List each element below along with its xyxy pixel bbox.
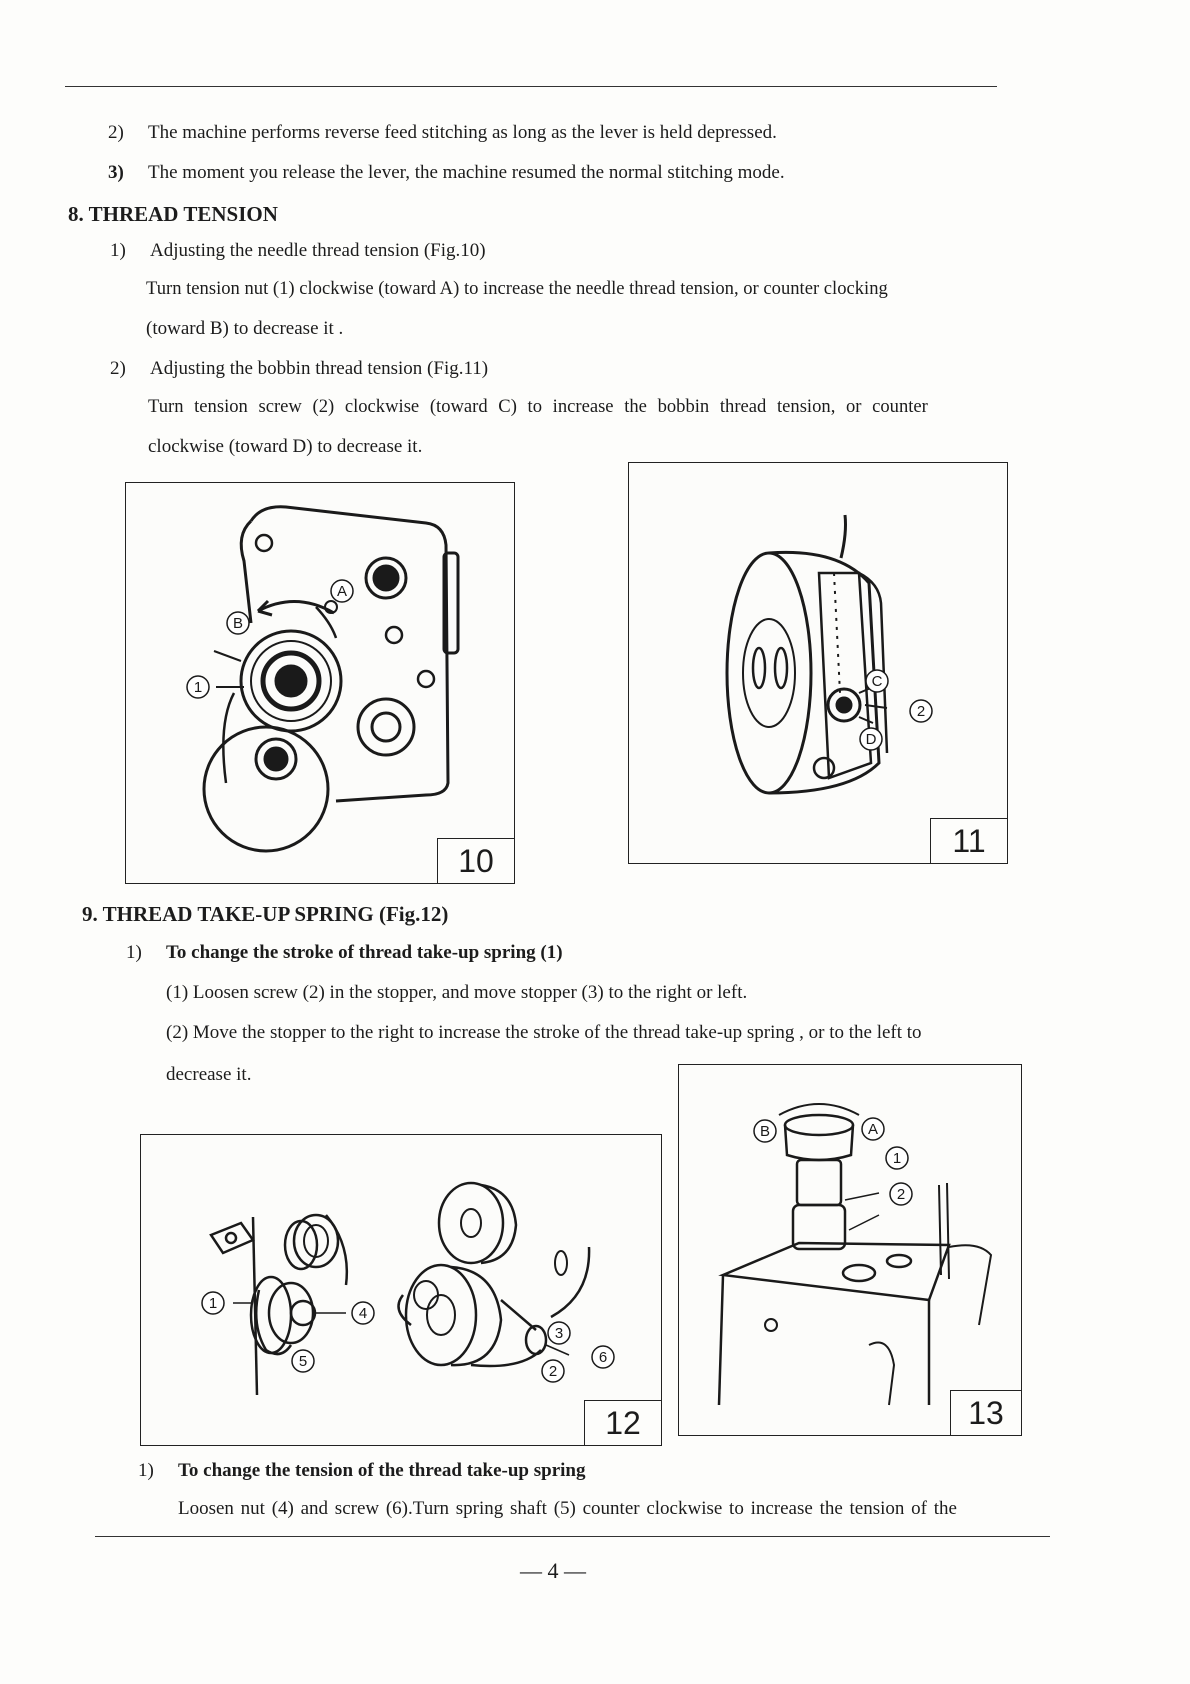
figure-13 [678,1064,1022,1436]
sec9-item2-title [138,1460,586,1482]
page-number: — 4 — [520,1558,586,1583]
callout-2: 2 [896,1186,906,1203]
sec8-item2-line2: clockwise (toward D) to decrease it. [148,436,423,457]
callout-3: 3 [554,1325,564,1342]
callout-1: 1 [208,1295,218,1312]
sec9-step1: (1) Loosen screw (2) in the stopper, and move stopper (3) to the right or left. [166,982,748,1003]
figure-10 [125,482,515,884]
sec9-item2-line1: Loosen nut (4) and screw (6).Turn spring shaft (5) counter clockwise to increase the tension of the [178,1498,957,1519]
list-text: Adjusting the bobbin thread tension (Fig.11) [150,358,489,379]
list-text: To change the stroke of thread take-up spring (1) [166,942,563,963]
callout-2: 2 [548,1363,558,1380]
callout-b: B [232,615,244,632]
section-9-title: 9. THREAD TAKE-UP SPRING (Fig.12) [82,902,449,926]
callout-a: A [336,583,348,600]
list-number: 2) [110,358,126,379]
sec9-step2-line2: decrease it. [166,1064,252,1085]
figure-11 [628,462,1008,864]
sec9-step2-line1: (2) Move the stopper to the right to increase the stroke of the thread take-up spring , or to the left to [166,1022,922,1043]
callout-a: A [867,1121,879,1138]
list-item-3 [108,162,785,184]
sec8-item2-line1: Turn tension screw (2) clockwise (toward C) to increase the bobbin thread tension, or counter [148,396,928,417]
spring-shaft-diagram [679,1065,1023,1437]
figure-number: 12 [584,1400,661,1445]
list-number: 2) [108,122,124,143]
sec8-item1-title [110,240,486,262]
callout-c: C [871,673,883,690]
callout-1: 1 [193,679,203,696]
sec9-item1-title [126,942,563,964]
list-item-2 [108,122,777,144]
sec8-item2-title [110,358,488,380]
header-rule [65,86,997,87]
footer-rule [95,1536,1050,1537]
list-text: The moment you release the lever, the machine resumed the normal stitching mode. [148,162,785,183]
callout-4: 4 [358,1305,368,1322]
section-8-title: 8. THREAD TENSION [68,202,278,226]
list-number: 3) [108,162,124,183]
callout-b: B [759,1123,771,1140]
list-number: 1) [110,240,126,261]
callout-6: 6 [598,1349,608,1366]
list-text: To change the tension of the thread take-up spring [178,1460,586,1481]
callout-1: 1 [892,1150,902,1167]
list-number: 1) [126,942,142,963]
list-text: The machine performs reverse feed stitching as long as the lever is held depressed. [148,122,777,143]
figure-number: 10 [437,838,514,883]
bobbin-case-diagram [629,463,1009,865]
list-text: Adjusting the needle thread tension (Fig.10) [150,240,486,261]
tension-nut-diagram [126,483,516,885]
figure-12 [140,1134,662,1446]
callout-d: D [865,731,877,748]
callout-2: 2 [916,703,926,720]
list-number: 1) [138,1460,154,1481]
callout-5: 5 [298,1353,308,1370]
figure-number: 11 [930,818,1007,863]
sec8-item1-line2: (toward B) to decrease it . [146,318,344,339]
figure-number: 13 [950,1390,1021,1435]
sec8-item1-line1: Turn tension nut (1) clockwise (toward A) to increase the needle thread tension, or counter clocking [146,278,888,299]
